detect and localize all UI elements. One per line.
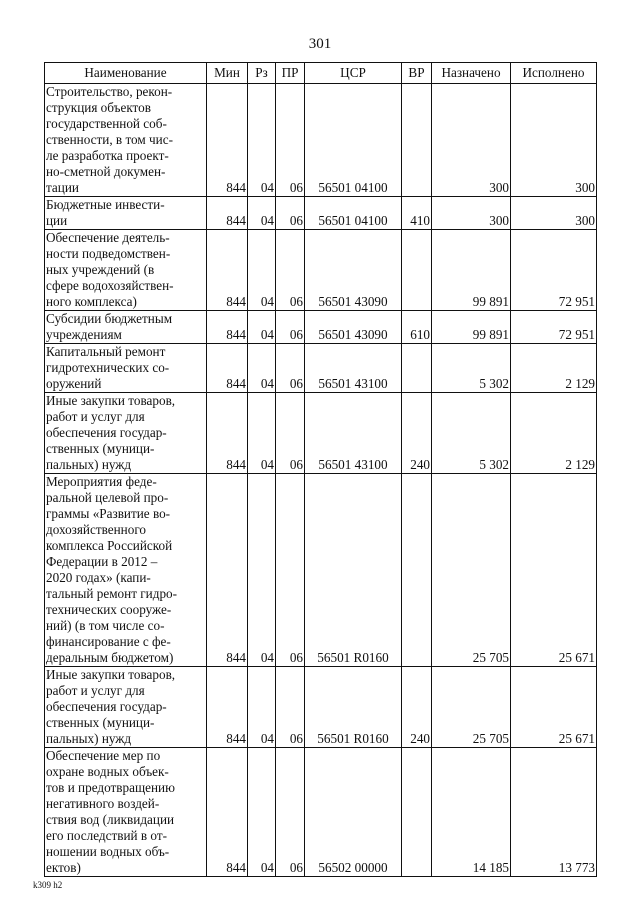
table-row: [45, 344, 597, 393]
table-row: [45, 393, 597, 474]
row-csr: 56501 04100: [305, 84, 402, 197]
row-csr: 56502 00000: [305, 748, 402, 877]
row-rz: 04: [248, 311, 276, 344]
row-pr: 06: [276, 393, 305, 474]
column-header-csr: ЦСР: [305, 63, 402, 84]
table-row: [45, 197, 597, 230]
row-rz: 04: [248, 748, 276, 877]
row-csr: 56501 43090: [305, 230, 402, 311]
row-executed: 300: [511, 84, 597, 197]
row-min: 844: [207, 393, 248, 474]
row-pr: 06: [276, 84, 305, 197]
footer-code: k309 h2: [33, 880, 63, 890]
row-vr: 240: [402, 667, 432, 748]
row-assigned: 300: [432, 84, 511, 197]
row-name: Бюджетные инвести- ции: [45, 197, 207, 230]
budget-table: [44, 62, 597, 877]
table-row: [45, 474, 597, 667]
row-name: Иные закупки товаров, работ и услуг для обеспечения государ- ственных (муници- пальных) нужд: [45, 667, 207, 748]
row-rz: 04: [248, 474, 276, 667]
row-assigned: 300: [432, 197, 511, 230]
row-name: Обеспечение мер по охране водных объек- тов и предотвращению негативного воздей- ствия вод (ликвидации его последствий в от- ношении водных объ- ектов): [45, 748, 207, 877]
row-vr: 610: [402, 311, 432, 344]
row-executed: 72 951: [511, 230, 597, 311]
row-pr: 06: [276, 748, 305, 877]
row-assigned: 99 891: [432, 311, 511, 344]
row-assigned: 25 705: [432, 474, 511, 667]
page-number: 301: [308, 36, 332, 52]
row-assigned: 14 185: [432, 748, 511, 877]
row-executed: 25 671: [511, 667, 597, 748]
row-vr: [402, 474, 432, 667]
row-name: Иные закупки товаров, работ и услуг для обеспечения государ- ственных (муници- пальных) нужд: [45, 393, 207, 474]
row-vr: [402, 84, 432, 197]
row-executed: 300: [511, 197, 597, 230]
row-assigned: 25 705: [432, 667, 511, 748]
row-vr: 240: [402, 393, 432, 474]
row-executed: 13 773: [511, 748, 597, 877]
row-csr: 56501 04100: [305, 197, 402, 230]
row-name: Обеспечение деятель- ности подведомствен- ных учреждений (в сфере водохозяйствен- ного комплекса): [45, 230, 207, 311]
row-assigned: 99 891: [432, 230, 511, 311]
row-rz: 04: [248, 344, 276, 393]
row-min: 844: [207, 748, 248, 877]
row-min: 844: [207, 667, 248, 748]
row-pr: 06: [276, 197, 305, 230]
row-min: 844: [207, 474, 248, 667]
column-header-name: Наименование: [45, 63, 207, 84]
row-pr: 06: [276, 230, 305, 311]
table-row: [45, 230, 597, 311]
table-row: [45, 311, 597, 344]
row-vr: 410: [402, 197, 432, 230]
row-name: Строительство, рекон- струкция объектов государственной соб- ственности, в том чис- ле разработка проект- но-сметной докумен- тации: [45, 84, 207, 197]
row-pr: 06: [276, 667, 305, 748]
table-row: [45, 667, 597, 748]
row-executed: 2 129: [511, 344, 597, 393]
row-pr: 06: [276, 474, 305, 667]
row-csr: 56501 43100: [305, 344, 402, 393]
row-csr: 56501 R0160: [305, 474, 402, 667]
column-header-vr: ВР: [402, 63, 432, 84]
row-csr: 56501 43100: [305, 393, 402, 474]
row-executed: 72 951: [511, 311, 597, 344]
row-name: Капитальный ремонт гидротехнических со- оружений: [45, 344, 207, 393]
row-rz: 04: [248, 667, 276, 748]
row-name: Мероприятия феде- ральной целевой про- граммы «Развитие во- дохозяйственного комплекса Российской Федерации в 2012 – 2020 годах» (капи- тальный ремонт гидро- технических сооруже- ний) (в том числе со- финансирование с фе- деральным бюджетом): [45, 474, 207, 667]
row-assigned: 5 302: [432, 344, 511, 393]
row-min: 844: [207, 311, 248, 344]
row-rz: 04: [248, 197, 276, 230]
row-pr: 06: [276, 311, 305, 344]
column-header-min: Мин: [207, 63, 248, 84]
row-min: 844: [207, 197, 248, 230]
row-vr: [402, 230, 432, 311]
table-row: [45, 748, 597, 877]
row-assigned: 5 302: [432, 393, 511, 474]
row-min: 844: [207, 344, 248, 393]
row-executed: 25 671: [511, 474, 597, 667]
row-executed: 2 129: [511, 393, 597, 474]
table-row: [45, 84, 597, 197]
row-csr: 56501 R0160: [305, 667, 402, 748]
row-name: Субсидии бюджетным учреждениям: [45, 311, 207, 344]
row-vr: [402, 748, 432, 877]
column-header-rz: Рз: [248, 63, 276, 84]
row-min: 844: [207, 230, 248, 311]
column-header-pr: ПР: [276, 63, 305, 84]
row-rz: 04: [248, 393, 276, 474]
row-pr: 06: [276, 344, 305, 393]
row-min: 844: [207, 84, 248, 197]
table-header-row: [45, 63, 597, 84]
column-header-assigned: Назначено: [432, 63, 511, 84]
row-csr: 56501 43090: [305, 311, 402, 344]
column-header-executed: Исполнено: [511, 63, 597, 84]
row-rz: 04: [248, 84, 276, 197]
row-rz: 04: [248, 230, 276, 311]
row-vr: [402, 344, 432, 393]
